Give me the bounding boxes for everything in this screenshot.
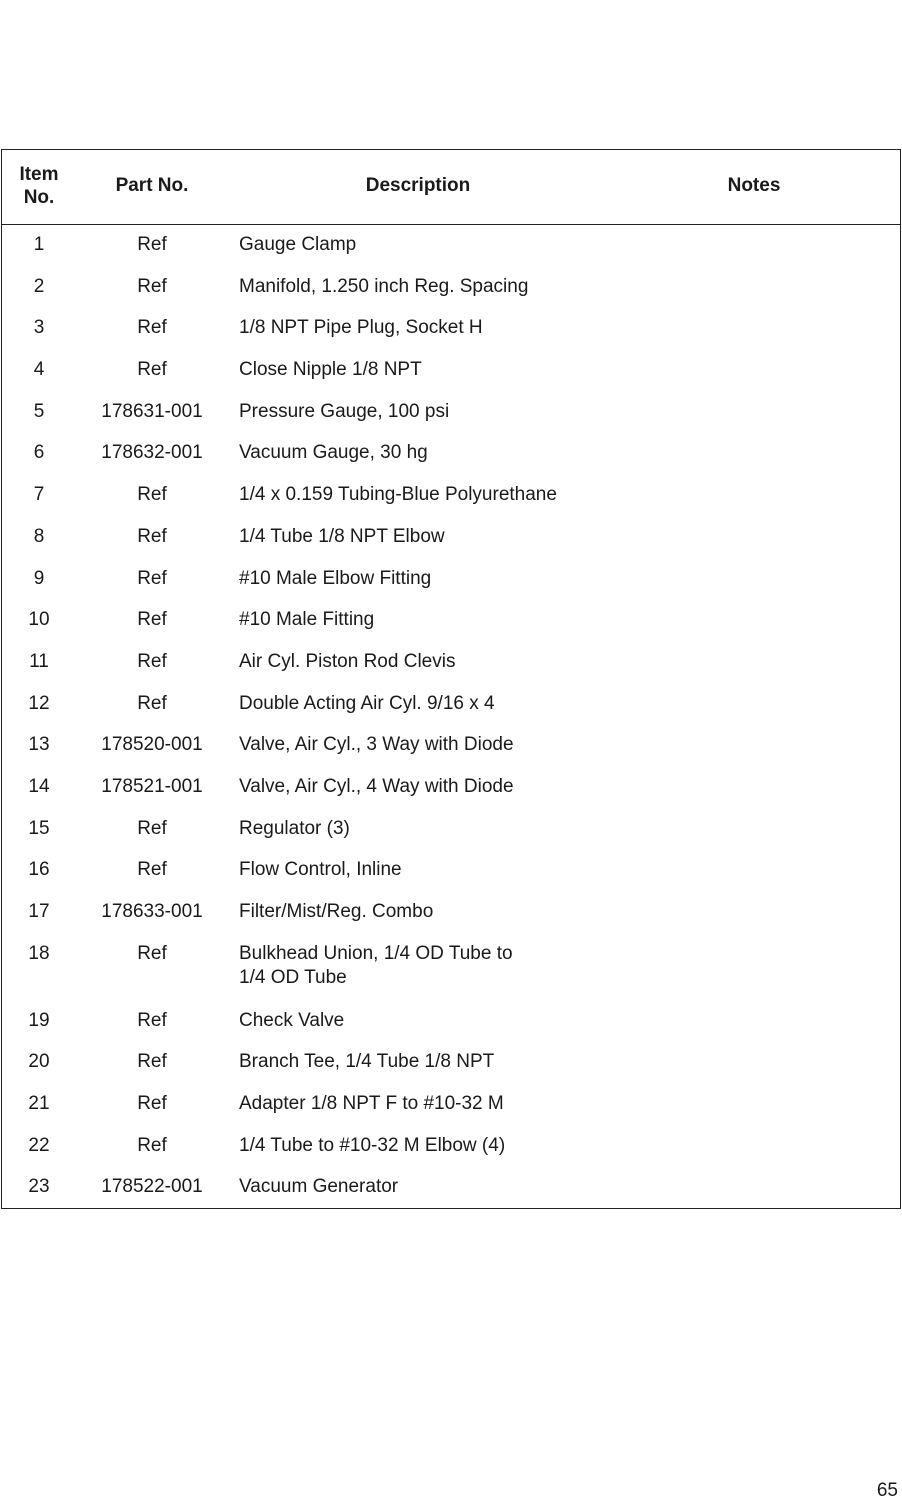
description-cell: 1/4 x 0.159 Tubing-Blue Polyurethane bbox=[239, 484, 557, 506]
description-cell: Check Valve bbox=[239, 1009, 345, 1031]
description-cell: Close Nipple 1/8 NPT bbox=[239, 359, 422, 381]
item-no-cell: 7 bbox=[33, 484, 45, 506]
part-no-cell: Ref bbox=[137, 609, 167, 631]
part-no-cell: Ref bbox=[137, 1093, 167, 1115]
table-row bbox=[2, 767, 900, 809]
description-cell: 1/4 Tube 1/8 NPT Elbow bbox=[239, 525, 445, 547]
item-no-cell: 15 bbox=[28, 817, 50, 839]
table-row bbox=[2, 642, 900, 684]
part-no-cell: Ref bbox=[137, 817, 167, 839]
item-no-cell: 9 bbox=[33, 567, 45, 589]
item-no-cell: 13 bbox=[28, 734, 50, 756]
item-no-cell: 20 bbox=[28, 1051, 50, 1073]
part-no-cell: Ref bbox=[137, 650, 167, 672]
description-cell: Regulator (3) bbox=[239, 817, 350, 839]
part-no-cell: Ref bbox=[137, 567, 167, 589]
description-cell: Valve, Air Cyl., 4 Way with Diode bbox=[239, 775, 514, 797]
table-row bbox=[2, 1167, 900, 1209]
description-cell: Gauge Clamp bbox=[239, 234, 357, 255]
header-item-no: Item No. bbox=[19, 164, 59, 208]
part-no-cell: 178632-001 bbox=[101, 442, 203, 464]
description-cell: 1/4 Tube to #10-32 M Elbow (4) bbox=[239, 1134, 506, 1156]
part-no-cell: Ref bbox=[137, 484, 167, 506]
table-row bbox=[2, 475, 900, 517]
item-no-cell: 18 bbox=[28, 942, 50, 964]
description-cell: Vacuum Gauge, 30 hg bbox=[239, 442, 428, 464]
part-no-cell: 178521-001 bbox=[101, 775, 203, 797]
header-notes: Notes bbox=[727, 175, 781, 196]
part-no-cell: 178633-001 bbox=[101, 901, 203, 922]
table-row bbox=[2, 225, 900, 267]
table-row bbox=[2, 433, 900, 475]
table-row bbox=[2, 308, 900, 350]
part-no-cell: Ref bbox=[137, 859, 167, 881]
table-row bbox=[2, 600, 900, 642]
header-description: Description bbox=[365, 175, 471, 196]
table-row bbox=[2, 892, 900, 934]
description-cell: Air Cyl. Piston Rod Clevis bbox=[239, 650, 456, 672]
table-row bbox=[2, 350, 900, 392]
part-no-cell: 178520-001 bbox=[101, 734, 203, 756]
description-cell: #10 Male Fitting bbox=[239, 609, 375, 631]
table-row bbox=[2, 517, 900, 559]
description-cell: Adapter 1/8 NPT F to #10-32 M bbox=[239, 1093, 504, 1115]
part-no-cell: Ref bbox=[137, 1009, 167, 1031]
table-row bbox=[2, 725, 900, 767]
part-no-cell: Ref bbox=[137, 234, 167, 255]
table-row bbox=[2, 850, 900, 892]
part-no-cell: 178631-001 bbox=[101, 400, 203, 422]
description-cell: 1/8 NPT Pipe Plug, Socket H bbox=[239, 317, 483, 339]
table-row bbox=[2, 392, 900, 434]
description-cell: Branch Tee, 1/4 Tube 1/8 NPT bbox=[239, 1051, 495, 1073]
description-cell: Flow Control, Inline bbox=[239, 859, 402, 881]
table-row bbox=[2, 1084, 900, 1126]
part-no-cell: Ref bbox=[137, 942, 167, 964]
item-no-cell: 21 bbox=[28, 1093, 50, 1115]
table-header bbox=[2, 150, 900, 225]
item-no-cell: 8 bbox=[33, 525, 45, 547]
part-no-cell: Ref bbox=[137, 1051, 167, 1073]
description-cell: Filter/Mist/Reg. Combo bbox=[239, 901, 434, 922]
item-no-cell: 6 bbox=[33, 442, 45, 464]
item-no-cell: 16 bbox=[28, 859, 50, 881]
part-no-cell: Ref bbox=[137, 275, 167, 297]
description-cell: Vacuum Generator bbox=[239, 1176, 399, 1198]
table-row bbox=[2, 684, 900, 726]
parts-table bbox=[1, 149, 901, 1209]
item-no-cell: 19 bbox=[28, 1009, 50, 1031]
table-row bbox=[2, 267, 900, 309]
part-no-cell: Ref bbox=[137, 525, 167, 547]
part-no-cell: Ref bbox=[137, 359, 167, 381]
table-row bbox=[2, 559, 900, 601]
item-no-cell: 12 bbox=[28, 692, 50, 714]
description-cell: Pressure Gauge, 100 psi bbox=[239, 400, 450, 422]
part-no-cell: Ref bbox=[137, 317, 167, 339]
item-no-cell: 3 bbox=[33, 317, 45, 339]
table-row bbox=[2, 934, 900, 1001]
table-row bbox=[2, 1042, 900, 1084]
table-row bbox=[2, 1126, 900, 1168]
item-no-cell: 2 bbox=[33, 275, 45, 297]
part-no-cell: Ref bbox=[137, 1134, 167, 1156]
item-no-cell: 5 bbox=[33, 400, 45, 422]
description-cell: Valve, Air Cyl., 3 Way with Diode bbox=[239, 734, 514, 756]
table-body bbox=[2, 225, 900, 1209]
description-cell: #10 Male Elbow Fitting bbox=[239, 567, 432, 589]
table-row bbox=[2, 809, 900, 851]
table-row bbox=[2, 1001, 900, 1043]
item-no-cell: 1 bbox=[33, 234, 45, 255]
item-no-cell: 11 bbox=[29, 650, 49, 672]
item-no-cell: 14 bbox=[28, 775, 50, 797]
description-cell: Bulkhead Union, 1/4 OD Tube to 1/4 OD Tube bbox=[239, 942, 513, 988]
description-cell: Manifold, 1.250 inch Reg. Spacing bbox=[239, 275, 529, 297]
item-no-cell: 23 bbox=[28, 1176, 50, 1198]
item-no-cell: 4 bbox=[33, 359, 45, 381]
item-no-cell: 22 bbox=[28, 1134, 50, 1156]
item-no-cell: 10 bbox=[28, 609, 50, 631]
part-no-cell: 178522-001 bbox=[101, 1176, 203, 1198]
page-number: 65 bbox=[876, 1480, 898, 1501]
item-no-cell: 17 bbox=[28, 901, 50, 922]
header-part-no: Part No. bbox=[115, 175, 189, 196]
description-cell: Double Acting Air Cyl. 9/16 x 4 bbox=[239, 692, 495, 714]
part-no-cell: Ref bbox=[137, 692, 167, 714]
